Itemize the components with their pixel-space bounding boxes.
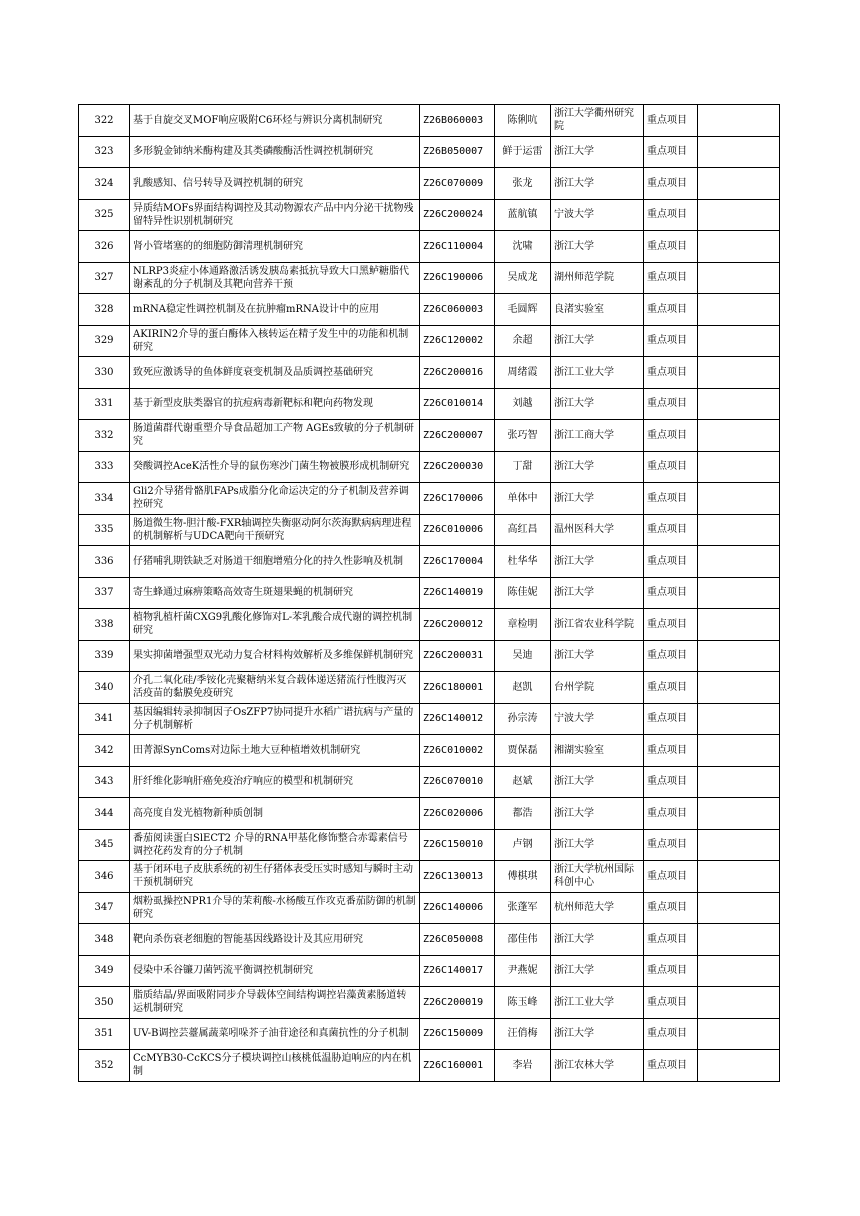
project-leader: 傅棋琪: [495, 861, 551, 893]
row-number: 351: [79, 1018, 130, 1050]
project-note: [698, 766, 780, 798]
project-leader: 张巧智: [495, 420, 551, 452]
project-organization: 浙江大学: [551, 136, 644, 168]
project-type: 重点项目: [644, 451, 698, 483]
row-number: 327: [79, 262, 130, 294]
table-row: [79, 451, 780, 483]
row-number: 330: [79, 357, 130, 389]
project-leader: 蓝航镇: [495, 199, 551, 231]
table-row: [79, 1018, 780, 1050]
table-row: [79, 514, 780, 546]
project-type: 重点项目: [644, 735, 698, 767]
row-number: 339: [79, 640, 130, 672]
project-type: 重点项目: [644, 829, 698, 861]
project-leader: 毛圆辉: [495, 294, 551, 326]
project-title: 乳酸感知、信号转导及调控机制的研究: [130, 168, 420, 200]
project-title: CcMYB30-CcKCS分子模块调控山核桃低温胁迫响应的内在机制: [130, 1050, 420, 1082]
project-organization: 浙江工商大学: [551, 420, 644, 452]
project-code: Z26C120002: [420, 325, 495, 357]
project-code: Z26C200031: [420, 640, 495, 672]
project-organization: 湘湖实验室: [551, 735, 644, 767]
project-note: [698, 357, 780, 389]
project-organization: 宁波大学: [551, 199, 644, 231]
project-leader: 陈玉峰: [495, 987, 551, 1019]
row-number: 324: [79, 168, 130, 200]
project-note: [698, 735, 780, 767]
project-note: [698, 136, 780, 168]
table-row: [79, 325, 780, 357]
project-leader: 余超: [495, 325, 551, 357]
project-note: [698, 609, 780, 641]
row-number: 343: [79, 766, 130, 798]
project-organization: 浙江农林大学: [551, 1050, 644, 1082]
project-organization: 浙江大学: [551, 546, 644, 578]
table-row: [79, 262, 780, 294]
table-row: [79, 766, 780, 798]
project-type: 重点项目: [644, 514, 698, 546]
row-number: 344: [79, 798, 130, 830]
project-title: 侵染中禾谷镰刀菌钙流平衡调控机制研究: [130, 955, 420, 987]
project-code: Z26C200030: [420, 451, 495, 483]
project-organization: 浙江大学: [551, 1018, 644, 1050]
project-code: Z26C180001: [420, 672, 495, 704]
table-row: [79, 294, 780, 326]
project-title: 烟粉虱操控NPR1介导的茉莉酸-水杨酸互作攻克番茄防御的机制研究: [130, 892, 420, 924]
table-row: [79, 798, 780, 830]
project-organization: 杭州师范大学: [551, 892, 644, 924]
row-number: 340: [79, 672, 130, 704]
project-organization: 浙江大学: [551, 924, 644, 956]
project-code: Z26C140006: [420, 892, 495, 924]
project-code: Z26C140012: [420, 703, 495, 735]
project-type: 重点项目: [644, 168, 698, 200]
project-note: [698, 577, 780, 609]
project-title: 仔猪哺乳期铁缺乏对肠道干细胞增殖分化的持久性影响及机制: [130, 546, 420, 578]
table-row: [79, 955, 780, 987]
project-leader: 都浩: [495, 798, 551, 830]
table-row: [79, 168, 780, 200]
project-organization: 浙江大学: [551, 766, 644, 798]
project-leader: 刘越: [495, 388, 551, 420]
project-type: 重点项目: [644, 924, 698, 956]
project-title: 植物乳植杆菌CXG9乳酸化修饰对L-苯乳酸合成代谢的调控机制研究: [130, 609, 420, 641]
project-code: Z26C170004: [420, 546, 495, 578]
project-code: Z26B060003: [420, 105, 495, 137]
project-leader: 李岩: [495, 1050, 551, 1082]
project-code: Z26C150010: [420, 829, 495, 861]
project-code: Z26C070010: [420, 766, 495, 798]
project-leader: 赵斌: [495, 766, 551, 798]
project-note: [698, 231, 780, 263]
row-number: 331: [79, 388, 130, 420]
table-row: [79, 388, 780, 420]
project-code: Z26C070009: [420, 168, 495, 200]
project-code: Z26C140017: [420, 955, 495, 987]
row-number: 326: [79, 231, 130, 263]
project-organization: 浙江工业大学: [551, 987, 644, 1019]
table-row: [79, 1050, 780, 1082]
row-number: 345: [79, 829, 130, 861]
row-number: 329: [79, 325, 130, 357]
project-code: Z26C190006: [420, 262, 495, 294]
table-row: [79, 105, 780, 137]
project-title: 肾小管堵塞的的细胞防御清理机制研究: [130, 231, 420, 263]
project-code: Z26C110004: [420, 231, 495, 263]
project-leader: 章检明: [495, 609, 551, 641]
project-note: [698, 546, 780, 578]
project-type: 重点项目: [644, 546, 698, 578]
project-organization: 浙江大学: [551, 483, 644, 515]
table-row: [79, 987, 780, 1019]
project-type: 重点项目: [644, 105, 698, 137]
project-code: Z26C150009: [420, 1018, 495, 1050]
project-organization: 浙江大学: [551, 325, 644, 357]
project-organization: 浙江大学: [551, 640, 644, 672]
row-number: 341: [79, 703, 130, 735]
project-organization: 浙江工业大学: [551, 357, 644, 389]
project-note: [698, 703, 780, 735]
project-code: Z26C130013: [420, 861, 495, 893]
row-number: 342: [79, 735, 130, 767]
row-number: 328: [79, 294, 130, 326]
project-note: [698, 924, 780, 956]
project-title: mRNA稳定性调控机制及在抗肿瘤mRNA设计中的应用: [130, 294, 420, 326]
project-code: Z26C160001: [420, 1050, 495, 1082]
project-type: 重点项目: [644, 640, 698, 672]
project-note: [698, 294, 780, 326]
table-row: [79, 672, 780, 704]
row-number: 350: [79, 987, 130, 1019]
project-note: [698, 955, 780, 987]
project-leader: 汪俏梅: [495, 1018, 551, 1050]
project-organization: 浙江大学: [551, 955, 644, 987]
table-row: [79, 136, 780, 168]
project-title: 基因编辑转录抑制因子OsZFP7协同提升水稻广谱抗病与产量的分子机制解析: [130, 703, 420, 735]
row-number: 336: [79, 546, 130, 578]
project-type: 重点项目: [644, 955, 698, 987]
table-row: [79, 829, 780, 861]
project-leader: 吴迪: [495, 640, 551, 672]
row-number: 335: [79, 514, 130, 546]
project-note: [698, 388, 780, 420]
project-note: [698, 199, 780, 231]
table-row: [79, 735, 780, 767]
project-title: 多形貌金铈纳米酶构建及其类磷酸酶活性调控机制研究: [130, 136, 420, 168]
project-note: [698, 798, 780, 830]
project-title: 肠道菌群代谢重塑介导食品超加工产物 AGEs致敏的分子机制研究: [130, 420, 420, 452]
project-table: [78, 104, 780, 1082]
project-leader: 单体中: [495, 483, 551, 515]
table-row: [79, 199, 780, 231]
project-organization: 浙江大学杭州国际科创中心: [551, 861, 644, 893]
project-type: 重点项目: [644, 294, 698, 326]
project-note: [698, 514, 780, 546]
project-note: [698, 1018, 780, 1050]
project-note: [698, 1050, 780, 1082]
table-row: [79, 420, 780, 452]
project-code: Z26C010006: [420, 514, 495, 546]
row-number: 323: [79, 136, 130, 168]
project-title: 番茄阅读蛋白SlECT2 介导的RNA甲基化修饰整合赤霉素信号调控花药发育的分子机制: [130, 829, 420, 861]
project-note: [698, 168, 780, 200]
project-code: Z26C170006: [420, 483, 495, 515]
project-type: 重点项目: [644, 1050, 698, 1082]
project-title: 肝纤维化影响肝癌免疫治疗响应的模型和机制研究: [130, 766, 420, 798]
row-number: 334: [79, 483, 130, 515]
project-leader: 卢钢: [495, 829, 551, 861]
project-type: 重点项目: [644, 388, 698, 420]
project-note: [698, 262, 780, 294]
row-number: 348: [79, 924, 130, 956]
project-leader: 沈啸: [495, 231, 551, 263]
table-row: [79, 231, 780, 263]
table-row: [79, 357, 780, 389]
project-organization: 湖州师范学院: [551, 262, 644, 294]
table-row: [79, 609, 780, 641]
project-title: 介孔二氧化硅/季铵化壳聚糖纳米复合载体递送猪流行性腹泻灭活疫苗的黏膜免疫研究: [130, 672, 420, 704]
project-note: [698, 892, 780, 924]
project-organization: 浙江大学: [551, 231, 644, 263]
project-type: 重点项目: [644, 231, 698, 263]
project-type: 重点项目: [644, 987, 698, 1019]
project-note: [698, 451, 780, 483]
row-number: 337: [79, 577, 130, 609]
row-number: 352: [79, 1050, 130, 1082]
table-row: [79, 892, 780, 924]
project-leader: 丁甜: [495, 451, 551, 483]
project-organization: 台州学院: [551, 672, 644, 704]
project-type: 重点项目: [644, 325, 698, 357]
project-title: 高亮度自发光植物新种质创制: [130, 798, 420, 830]
project-leader: 张龙: [495, 168, 551, 200]
project-title: AKIRIN2介导的蛋白酶体入核转运在精子发生中的功能和机制研究: [130, 325, 420, 357]
project-code: Z26C200019: [420, 987, 495, 1019]
project-title: 靶向杀伤衰老细胞的智能基因线路设计及其应用研究: [130, 924, 420, 956]
project-title: 肠道微生物-胆汁酸-FXR轴调控失衡驱动阿尔茨海默病病理进程的机制解析与UDCA靶向干预研究: [130, 514, 420, 546]
project-table-body: [79, 105, 780, 1082]
table-row: [79, 924, 780, 956]
project-type: 重点项目: [644, 609, 698, 641]
project-type: 重点项目: [644, 861, 698, 893]
project-type: 重点项目: [644, 892, 698, 924]
project-title: 基于自旋交叉MOF响应吸附C6环烃与辨识分离机制研究: [130, 105, 420, 137]
project-note: [698, 325, 780, 357]
row-number: 346: [79, 861, 130, 893]
project-title: 致死应激诱导的鱼体鲜度衰变机制及品质调控基础研究: [130, 357, 420, 389]
project-organization: 浙江大学: [551, 798, 644, 830]
project-organization: 温州医科大学: [551, 514, 644, 546]
row-number: 349: [79, 955, 130, 987]
project-type: 重点项目: [644, 357, 698, 389]
project-leader: 贾保磊: [495, 735, 551, 767]
project-code: Z26C010014: [420, 388, 495, 420]
project-title: 寄生蜂通过麻痹策略高效寄生斑翅果蝇的机制研究: [130, 577, 420, 609]
table-row: [79, 861, 780, 893]
row-number: 338: [79, 609, 130, 641]
project-code: Z26C020006: [420, 798, 495, 830]
project-type: 重点项目: [644, 199, 698, 231]
project-organization: 浙江大学: [551, 577, 644, 609]
project-leader: 邵佳伟: [495, 924, 551, 956]
project-leader: 杜华华: [495, 546, 551, 578]
row-number: 347: [79, 892, 130, 924]
row-number: 333: [79, 451, 130, 483]
project-type: 重点项目: [644, 766, 698, 798]
project-code: Z26C050008: [420, 924, 495, 956]
project-organization: 浙江大学: [551, 451, 644, 483]
project-organization: 宁波大学: [551, 703, 644, 735]
project-leader: 周绪霞: [495, 357, 551, 389]
table-row: [79, 703, 780, 735]
row-number: 322: [79, 105, 130, 137]
project-note: [698, 105, 780, 137]
project-organization: 良渚实验室: [551, 294, 644, 326]
project-type: 重点项目: [644, 672, 698, 704]
project-leader: 高红昌: [495, 514, 551, 546]
project-note: [698, 987, 780, 1019]
project-organization: 浙江大学: [551, 168, 644, 200]
table-row: [79, 483, 780, 515]
project-organization: 浙江大学: [551, 829, 644, 861]
project-title: 脂质结晶/界面吸附同步介导载体空间结构调控岩藻黄素肠道转运机制研究: [130, 987, 420, 1019]
project-code: Z26C200024: [420, 199, 495, 231]
project-organization: 浙江省农业科学院: [551, 609, 644, 641]
project-note: [698, 861, 780, 893]
project-title: UV-B调控芸薹属蔬菜吲哚芥子油苷途径和真菌抗性的分子机制: [130, 1018, 420, 1050]
table-row: [79, 577, 780, 609]
project-organization: 浙江大学衢州研究院: [551, 105, 644, 137]
project-title: 果实抑菌增强型双光动力复合材料构效解析及多维保鲜机制研究: [130, 640, 420, 672]
project-leader: 赵凯: [495, 672, 551, 704]
project-note: [698, 829, 780, 861]
project-leader: 陈俐吭: [495, 105, 551, 137]
row-number: 332: [79, 420, 130, 452]
project-type: 重点项目: [644, 703, 698, 735]
project-type: 重点项目: [644, 483, 698, 515]
project-type: 重点项目: [644, 262, 698, 294]
row-number: 325: [79, 199, 130, 231]
project-code: Z26C010002: [420, 735, 495, 767]
project-code: Z26C200012: [420, 609, 495, 641]
project-note: [698, 672, 780, 704]
project-note: [698, 420, 780, 452]
project-type: 重点项目: [644, 1018, 698, 1050]
project-code: Z26B050007: [420, 136, 495, 168]
project-leader: 鲜于运雷: [495, 136, 551, 168]
project-type: 重点项目: [644, 420, 698, 452]
table-row: [79, 546, 780, 578]
project-leader: 陈佳妮: [495, 577, 551, 609]
project-type: 重点项目: [644, 136, 698, 168]
project-title: 基于闭环电子皮肤系统的初生仔猪体表受压实时感知与瞬时主动干预机制研究: [130, 861, 420, 893]
project-title: 异质结MOFs界面结构调控及其动物源农产品中内分泌干扰物残留特异性识别机制研究: [130, 199, 420, 231]
project-note: [698, 483, 780, 515]
project-leader: 吴成龙: [495, 262, 551, 294]
project-code: Z26C060003: [420, 294, 495, 326]
project-title: Gli2介导猪骨骼肌FAPs成脂分化命运决定的分子机制及营养调控研究: [130, 483, 420, 515]
project-note: [698, 640, 780, 672]
project-title: 基于新型皮肤类器官的抗痘病毒新靶标和靶向药物发现: [130, 388, 420, 420]
project-leader: 孙宗涛: [495, 703, 551, 735]
project-leader: 张蓬军: [495, 892, 551, 924]
project-type: 重点项目: [644, 798, 698, 830]
project-title: NLRP3炎症小体通路激活诱发胰岛素抵抗导致大口黑鲈糖脂代谢紊乱的分子机制及其靶向营养干预: [130, 262, 420, 294]
table-row: [79, 640, 780, 672]
project-title: 田菁源SynComs对边际土地大豆种植增效机制研究: [130, 735, 420, 767]
project-type: 重点项目: [644, 577, 698, 609]
project-organization: 浙江大学: [551, 388, 644, 420]
project-code: Z26C200016: [420, 357, 495, 389]
project-leader: 尹燕妮: [495, 955, 551, 987]
project-code: Z26C140019: [420, 577, 495, 609]
project-title: 癸酸调控AceK活性介导的鼠伤寒沙门菌生物被膜形成机制研究: [130, 451, 420, 483]
project-code: Z26C200007: [420, 420, 495, 452]
